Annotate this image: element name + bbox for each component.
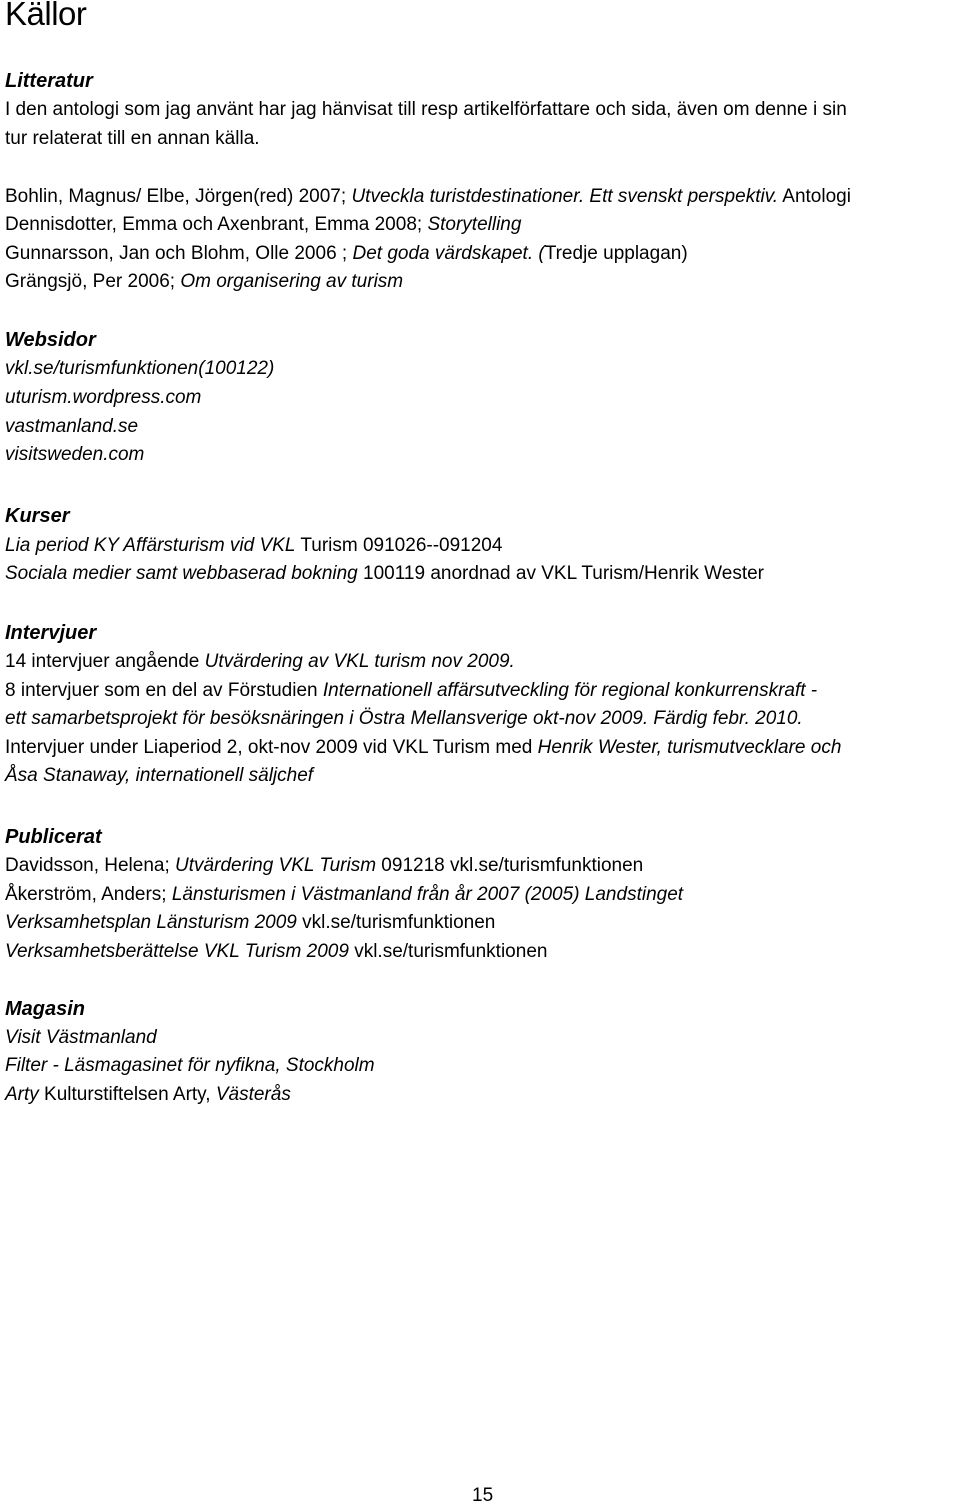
interview-title: Internationell affärsutveckling för regional konkurrenskraft - — [322, 680, 818, 701]
section-heading-litteratur: Litteratur — [5, 70, 93, 92]
course-details: 100119 anordnad av VKL Turism/Henrik Wester — [357, 563, 765, 584]
reference-gunnarsson-authors: Gunnarsson, Jan och Blohm, Olle 2006 ; — [5, 243, 353, 264]
page-number: 15 — [472, 1485, 494, 1506]
publication-item — [5, 909, 495, 937]
section-heading-websidor: Websidor — [5, 329, 96, 351]
publication-item — [5, 852, 643, 880]
interview-item — [5, 648, 515, 676]
website-link[interactable]: visitsweden.com — [5, 444, 145, 465]
publication-author: Åkerström, Anders; — [5, 884, 172, 905]
reference-bohlin-authors: Bohlin, Magnus/ Elbe, Jörgen(red) 2007; — [5, 186, 352, 207]
interview-title-continued: ett samarbetsprojekt för besöksnäringen i Östra Mellansverige okt-nov 2009. Färdig febr. 2010. — [5, 708, 803, 729]
reference-grangsjo-title: Om organisering av turism — [180, 271, 404, 292]
magazine-item — [5, 1081, 291, 1109]
reference-grangsjo-authors: Grängsjö, Per 2006; — [5, 271, 181, 292]
publication-source: 091218 vkl.se/turismfunktionen — [376, 855, 644, 876]
section-heading-magasin: Magasin — [5, 998, 86, 1020]
section-heading-publicerat: Publicerat — [5, 826, 102, 848]
reference-grangsjo — [5, 268, 403, 296]
reference-dennisdotter-title: Storytelling — [427, 214, 522, 235]
interview-persons: Henrik Wester, turismutvecklare och — [537, 737, 842, 758]
reference-gunnarsson-edition: Tredje upplagan) — [544, 243, 688, 264]
publication-author: Davidsson, Helena; — [5, 855, 176, 876]
course-name: Lia period KY Affärsturism vid VKL — [5, 535, 296, 556]
litteratur-intro-line-1: I den antologi som jag använt har jag hänvisat till resp artikelförfattare och sida, även om denne i sin — [5, 99, 847, 120]
interview-item — [5, 734, 841, 762]
interview-text: 14 intervjuer angående — [5, 651, 205, 672]
publication-source: vkl.se/turismfunktionen — [296, 912, 496, 933]
course-item — [5, 560, 764, 588]
magazine-city: Västerås — [215, 1084, 291, 1105]
reference-bohlin-title: Utveckla turistdestinationer. Ett svenskt perspektiv. — [351, 186, 779, 207]
publication-source: vkl.se/turismfunktionen — [348, 941, 548, 962]
course-name: Sociala medier samt webbaserad bokning — [5, 563, 358, 584]
interview-text: Intervjuer under Liaperiod 2, okt-nov 2009 vid VKL Turism med — [5, 737, 538, 758]
page-title: Källor — [5, 0, 87, 32]
website-link[interactable]: uturism.wordpress.com — [5, 387, 202, 408]
section-heading-intervjuer: Intervjuer — [5, 622, 97, 644]
reference-gunnarsson — [5, 240, 688, 268]
course-item — [5, 532, 502, 560]
interview-text: 8 intervjuer som en del av Förstudien — [5, 680, 323, 701]
interview-persons-continued: Åsa Stanaway, internationell säljchef — [5, 765, 314, 786]
magazine-publisher: Kulturstiftelsen Arty, — [38, 1084, 216, 1105]
website-link[interactable]: vastmanland.se — [5, 416, 139, 437]
litteratur-intro-line-2: tur relaterat till en annan källa. — [5, 128, 260, 149]
magazine-name: Arty — [5, 1084, 39, 1105]
publication-item — [5, 881, 683, 909]
interview-item — [5, 677, 817, 705]
publication-title: Verksamhetsberättelse VKL Turism 2009 — [5, 941, 349, 962]
reference-dennisdotter-authors: Dennisdotter, Emma och Axenbrant, Emma 2008; — [5, 214, 428, 235]
publication-title: Utvärdering VKL Turism — [175, 855, 377, 876]
reference-dennisdotter — [5, 211, 521, 239]
publication-title: Länsturismen i Västmanland från år 2007 (2005) Landstinget — [171, 884, 684, 905]
reference-bohlin — [5, 183, 851, 211]
reference-bohlin-type: Antologi — [778, 186, 851, 207]
website-link[interactable]: vkl.se/turismfunktionen(100122) — [5, 358, 275, 379]
publication-item — [5, 938, 547, 966]
section-heading-kurser: Kurser — [5, 505, 70, 527]
reference-gunnarsson-title: Det goda värdskapet. ( — [352, 243, 545, 264]
magazine-item: Filter - Läsmagasinet för nyfikna, Stockholm — [5, 1055, 375, 1076]
course-details: Turism 091026--091204 — [295, 535, 503, 556]
publication-title: Verksamhetsplan Länsturism 2009 — [5, 912, 297, 933]
interview-title: Utvärdering av VKL turism nov 2009. — [204, 651, 515, 672]
magazine-item: Visit Västmanland — [5, 1027, 157, 1048]
